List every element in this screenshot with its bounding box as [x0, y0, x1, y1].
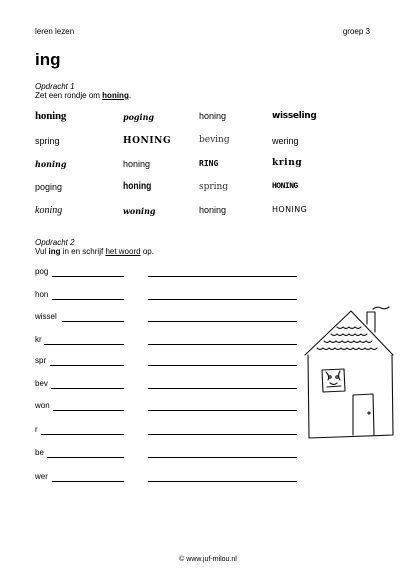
instruction-keyword: ing: [48, 247, 61, 256]
instruction-text: Zet een rondje om: [35, 91, 100, 100]
suffix-blank[interactable]: [44, 344, 124, 345]
answer-line[interactable]: [148, 365, 297, 366]
assignment-2-heading: Opdracht 2: [35, 238, 75, 247]
grid-word[interactable]: HONING: [272, 205, 308, 214]
answer-line[interactable]: [148, 410, 297, 411]
house-icon: [300, 305, 400, 445]
header-subject: leren lezen: [35, 27, 75, 36]
grid-word[interactable]: koning: [35, 205, 63, 216]
instruction-mid: in en schrijf: [62, 247, 104, 256]
word-prefix: bev: [35, 379, 48, 388]
grid-word[interactable]: poging: [35, 182, 63, 192]
header-grade: groep 3: [342, 27, 370, 36]
suffix-blank[interactable]: [50, 365, 124, 366]
grid-word[interactable]: honing: [35, 159, 67, 169]
word-prefix: won: [35, 401, 50, 410]
grid-word[interactable]: honing: [123, 181, 152, 192]
word-prefix: be: [35, 448, 44, 457]
word-prefix: wer: [35, 472, 48, 481]
grid-word[interactable]: HONING: [123, 136, 172, 146]
instruction-end: .: [128, 91, 132, 100]
word-prefix: wissel: [35, 312, 57, 321]
answer-line[interactable]: [148, 276, 297, 277]
word-prefix: hon: [35, 290, 49, 299]
answer-line[interactable]: [148, 321, 297, 322]
answer-line[interactable]: [148, 434, 297, 435]
word-prefix: spr: [35, 356, 47, 365]
assignment-1-instruction: [35, 91, 131, 100]
grid-word[interactable]: RING: [199, 159, 219, 168]
grid-word[interactable]: honing: [199, 205, 227, 215]
grid-word[interactable]: spring: [35, 136, 60, 146]
footer-copyright: © www.juf-milou.nl: [179, 556, 237, 563]
instruction-post: op.: [142, 247, 154, 256]
word-prefix: r: [35, 425, 38, 434]
suffix-blank[interactable]: [53, 410, 124, 411]
instruction-keyword-2: het woord: [105, 247, 141, 256]
suffix-blank[interactable]: [52, 276, 124, 277]
answer-line[interactable]: [148, 344, 297, 345]
instruction-pre: Vul: [35, 247, 47, 256]
suffix-blank[interactable]: [62, 321, 124, 322]
grid-word[interactable]: beving: [199, 135, 230, 145]
grid-word[interactable]: honing: [35, 110, 67, 122]
grid-word[interactable]: poging: [123, 112, 154, 122]
instruction-keyword: honing: [102, 91, 129, 100]
suffix-blank[interactable]: [52, 299, 124, 300]
grid-word[interactable]: wisseling: [272, 111, 317, 121]
assignment-1-heading: Opdracht 1: [35, 82, 75, 91]
word-prefix: kr: [35, 335, 42, 344]
suffix-blank[interactable]: [52, 481, 124, 482]
grid-word[interactable]: woning: [123, 206, 156, 216]
grid-word[interactable]: kring: [272, 158, 303, 168]
grid-word[interactable]: honing: [123, 159, 151, 169]
grid-word[interactable]: honing: [199, 111, 227, 121]
word-prefix: pog: [35, 267, 49, 276]
answer-line[interactable]: [148, 457, 297, 458]
grid-word[interactable]: spring: [199, 182, 229, 192]
page-title: ing: [35, 50, 61, 69]
answer-line[interactable]: [148, 388, 297, 389]
suffix-blank[interactable]: [51, 388, 124, 389]
suffix-blank[interactable]: [47, 457, 124, 458]
answer-line[interactable]: [148, 299, 297, 300]
answer-line[interactable]: [148, 481, 297, 482]
suffix-blank[interactable]: [41, 434, 124, 435]
grid-word[interactable]: HONING: [272, 182, 298, 191]
grid-word[interactable]: wering: [272, 136, 299, 146]
assignment-2-instruction: [35, 247, 154, 256]
